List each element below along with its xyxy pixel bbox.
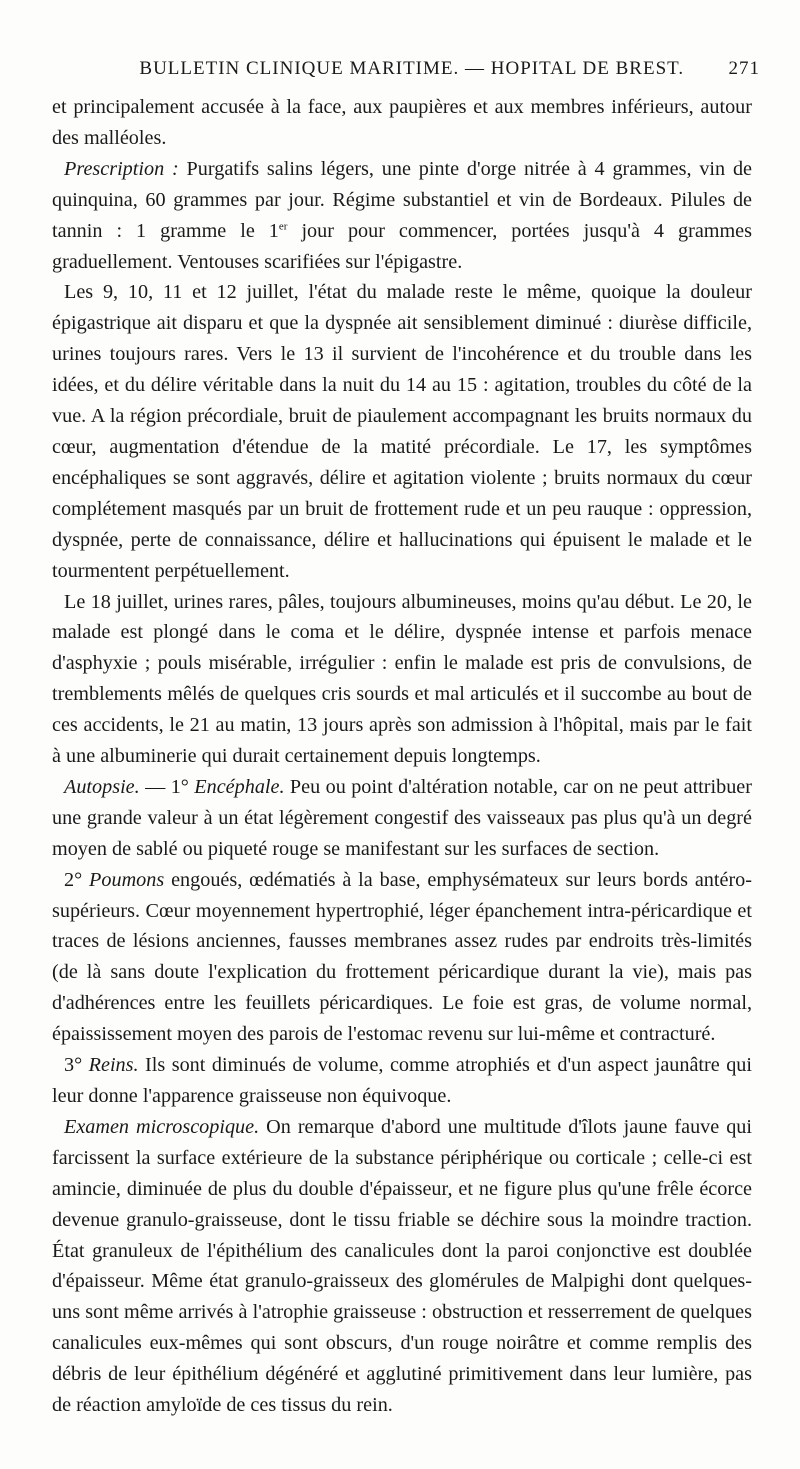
microscopy-label: Examen microscopique. (64, 1115, 260, 1138)
paragraph-microscopy (52, 1112, 752, 1421)
encephale-label: Encéphale. (194, 775, 285, 798)
paragraph-text: Ils sont diminués de volume, comme atrophiés et d'un aspect jaunâtre qui leur donne l'apparence graisseuse non équivoque. (52, 1054, 752, 1107)
prescription-label: Prescription : (64, 157, 179, 180)
page-number: 271 (728, 58, 760, 79)
paragraph-text: Purgatifs salins légers, une pinte d'orge nitrée à 4 grammes, vin de quinquina, 60 grammes par jour. Régime substantiel et vin de Bordeaux. Pilules de tannin : 1 gramme le 1 (52, 157, 752, 242)
page-body (52, 92, 752, 1421)
running-header (55, 58, 760, 80)
paragraph-outcome (52, 587, 752, 772)
paragraph-autopsy (52, 772, 752, 865)
item-number: 3° (64, 1054, 89, 1077)
poumons-label: Poumons (89, 868, 165, 891)
paragraph-text: engoués, œdématiés à la base, emphysémateux sur leurs bords antéro-supérieurs. Cœur moyennement hypertrophié, léger épanchement intra-péricardique et traces de lésions anciennes, fausses membranes assez rudes par endroits très-limités (de là sans doute l'explication du frottement péricardique durant la vie), mais pas d'adhérences entre les feuillets péricardiques. Le foie est gras, de volume normal, épaississement moyen des parois de l'estomac revenu sur lui-même et contracturé. (52, 868, 752, 1046)
paragraph-text: et principalement accusée à la face, aux paupières et aux membres inférieurs, autour des malléoles. (52, 96, 752, 149)
paragraph-text: Les 9, 10, 11 et 12 juillet, l'état du malade reste le même, quoique la douleur épigastrique ait disparu et que la dyspnée ait sensiblement diminué : diurèse difficile, urines toujours rares. Vers le 13 il survient de l'incohérence et du trouble dans les idées, et du délire véritable dans la nuit du 14 au 15 : agitation, troubles du côté de la vue. A la région précordiale, bruit de piaulement accompagnant les bruits normaux du cœur, augmentation d'étendue de la matité précordiale. Le 17, les symptômes encéphaliques se sont aggravés, délire et agitation violente ; bruits normaux du cœur complétement masqués par un bruit de frottement rude et un peu rauque : oppression, dyspnée, perte de connaissance, délire et hallucinations qui épuisent le malade et le tourmentent perpétuellement. (52, 281, 752, 582)
running-title: BULLETIN CLINIQUE MARITIME. — HOPITAL DE BREST. (139, 58, 685, 79)
paragraph-poumons (52, 865, 752, 1050)
paragraph-text: Le 18 juillet, urines rares, pâles, toujours albumineuses, moins qu'au début. Le 20, le malade est plongé dans le coma et le délire, dyspnée intense et parfois menace d'asphyxie ; pouls misérable, irrégulier : enfin le malade est pris de convulsions, de tremblements mêlés de quelques cris sourds et mal articulés et il succombe au bout de ces accidents, le 21 au matin, 13 jours après son admission à l'hôpital, mais par le fait à une albuminerie qui durait certainement depuis longtemps. (52, 590, 752, 768)
paragraph-prescription (52, 154, 752, 278)
autopsy-dash: — 1° (139, 775, 195, 798)
paragraph-reins (52, 1050, 752, 1112)
item-number: 2° (64, 868, 90, 891)
reins-label: Reins. (88, 1054, 139, 1077)
paragraph-text: Peu ou point d'altération notable, car on ne peut attribuer une grande valeur à un état légèrement congestif des vaisseaux pas plus qu'à un degré moyen de sablé ou piqueté rouge se manifestant sur les surfaces de section. (52, 775, 752, 860)
paragraph-text: jour pour commencer, portées jusqu'à 4 grammes graduellement. Ventouses scarifiées sur l'épigastre. (52, 219, 752, 273)
paragraph-evolution (52, 277, 752, 586)
paragraph-1 (52, 92, 752, 154)
autopsy-label: Autopsie. (64, 775, 140, 798)
paragraph-text: On remarque d'abord une multitude d'îlots jaune fauve qui farcissent la surface extérieure de la substance périphérique ou corticale ; celle-ci est amincie, diminuée de plus du double d'épaisseur, et ne figure plus qu'une frêle écorce devenue granulo-graisseuse, dont le tissu friable se déchire sous la moindre traction. État granuleux de l'épithélium des canalicules dont la paroi conjonctive est doublée d'épaisseur. Même état granulo-graisseux des glomérules de Malpighi dont quelques-uns sont même arrivés à l'atrophie graisseuse : obstruction et resserrement de quelques canalicules eux-mêmes qui sont obscurs, d'un rouge noirâtre et comme remplis des débris de leur épithélium dégénéré et agglutiné primitivement dans leur lumière, pas de réaction amyloïde de ces tissus du rein. (52, 1115, 752, 1417)
superscript: er (278, 219, 288, 232)
